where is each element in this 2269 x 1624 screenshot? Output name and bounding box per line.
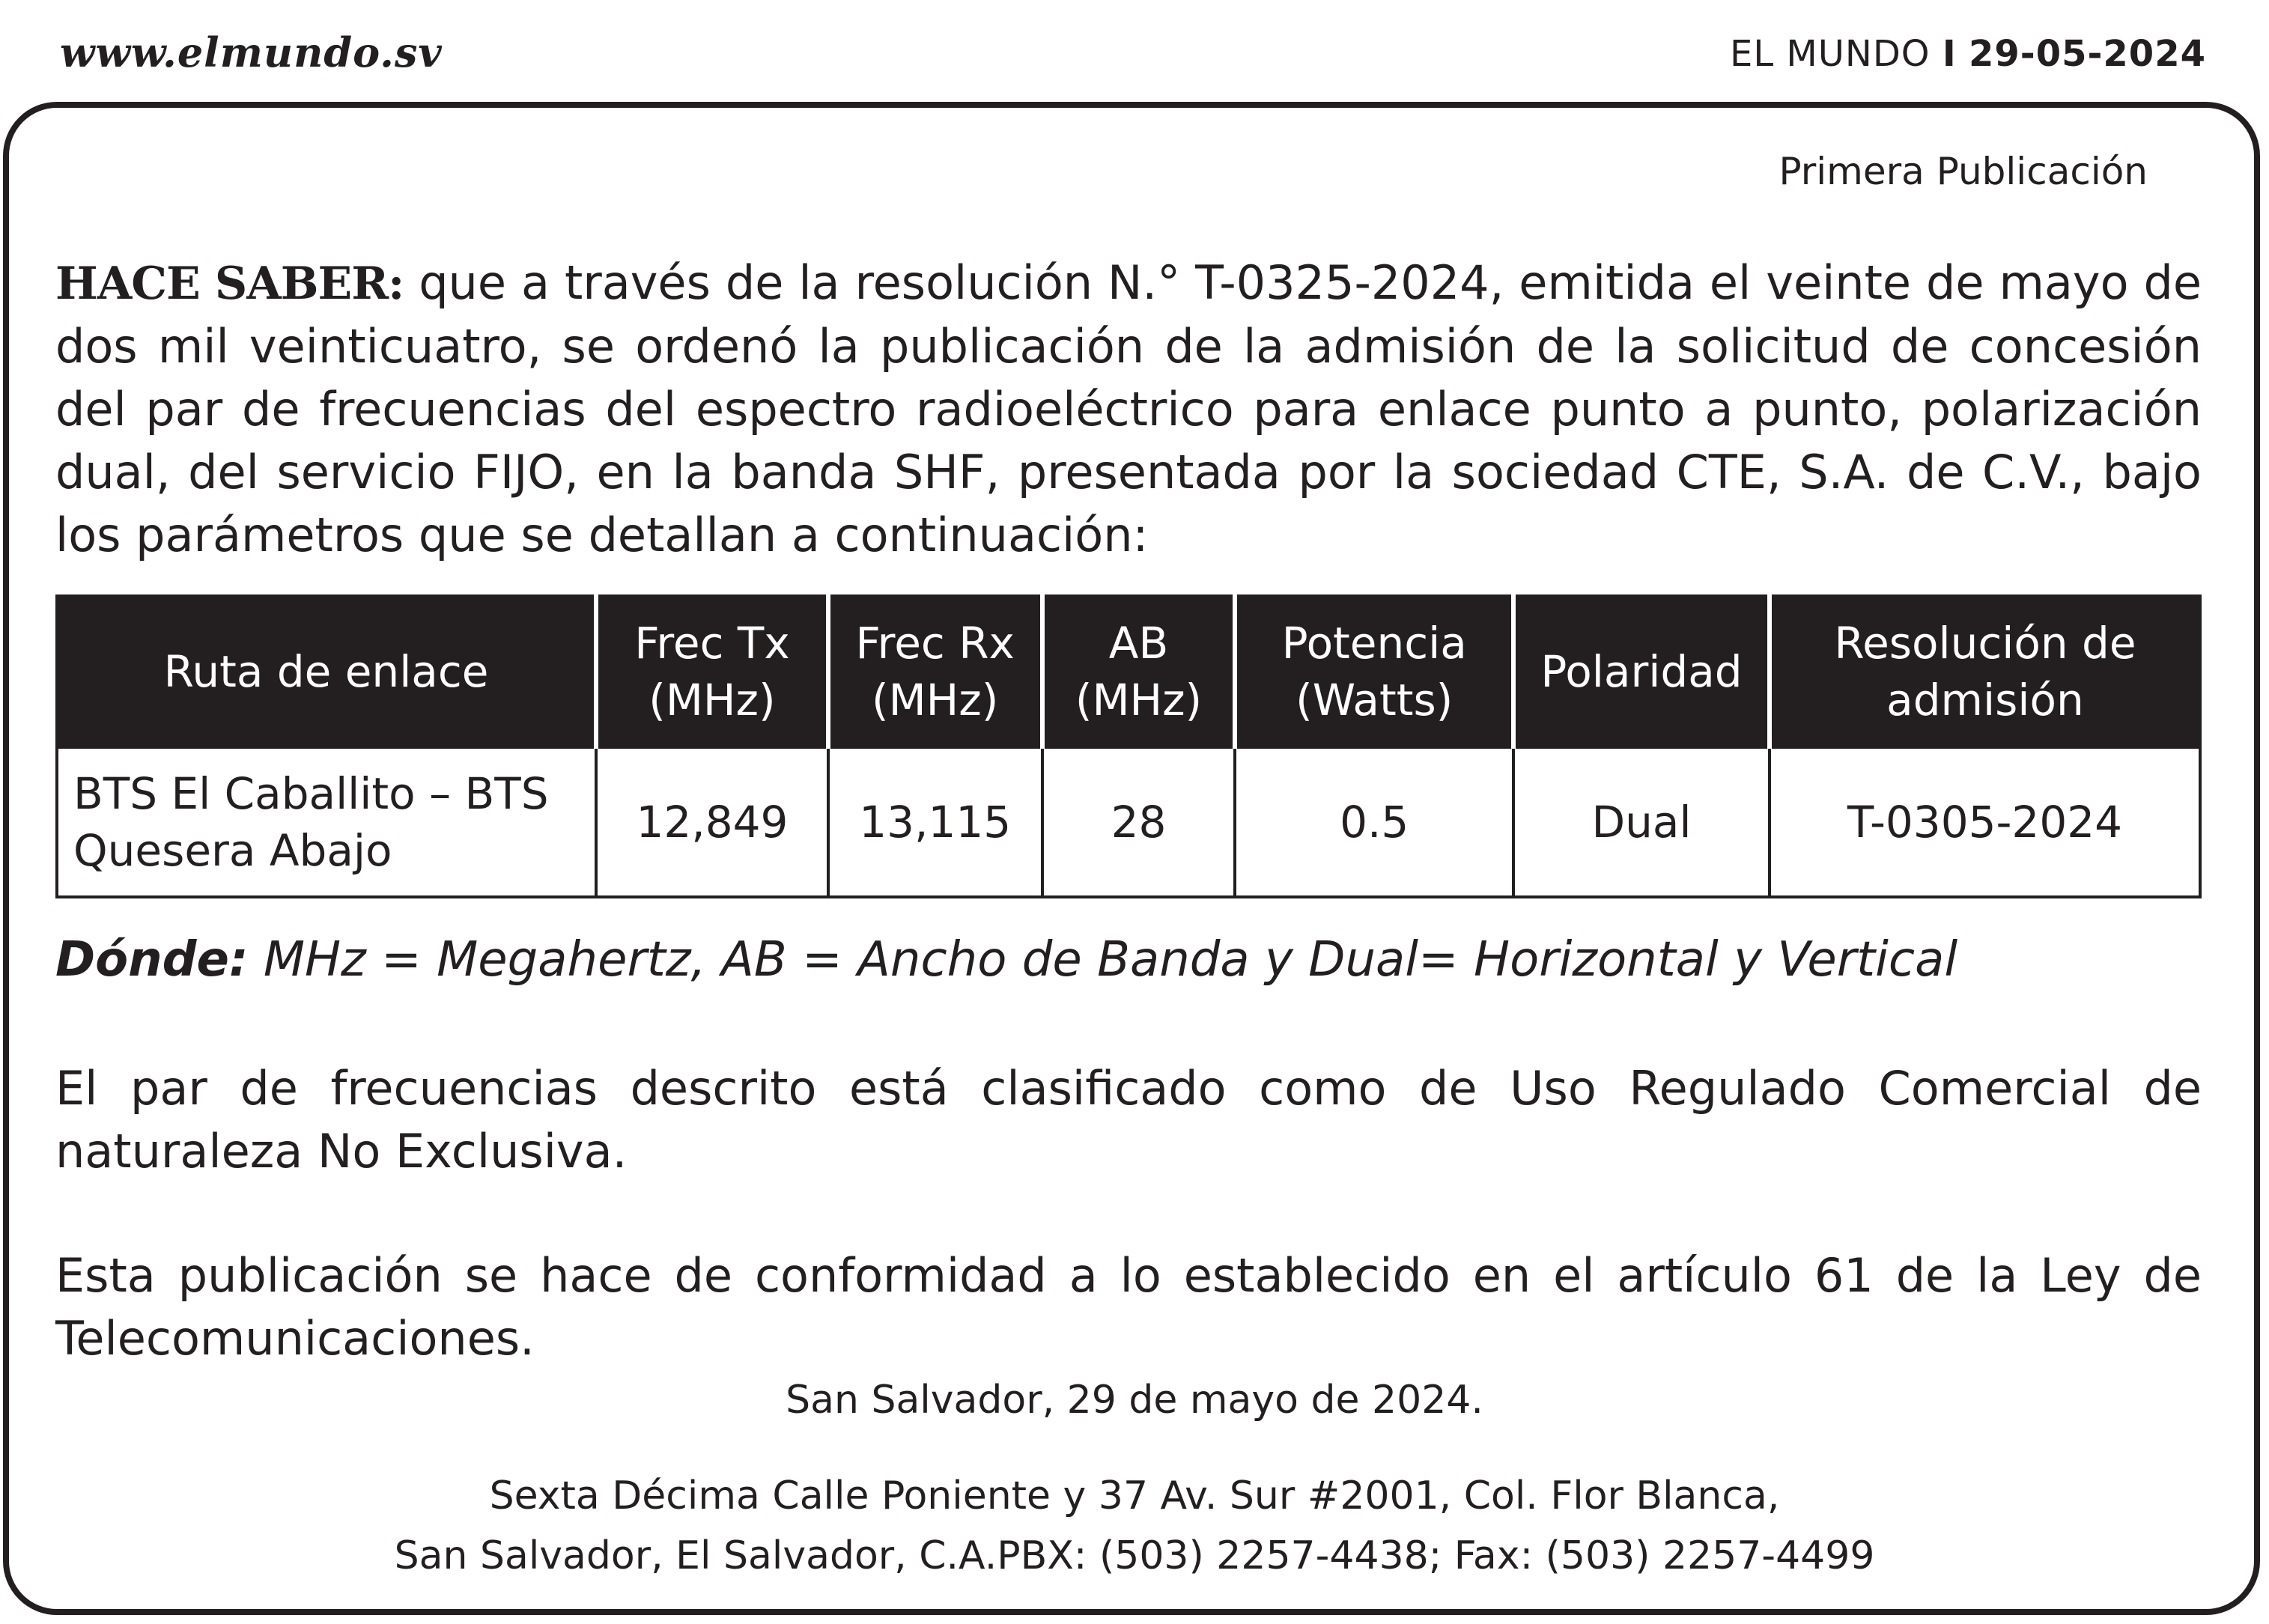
cell-power: 0.5 [1235,747,1513,897]
parameters-table [55,594,2202,898]
legend-label: Dónde: [55,932,249,988]
address-line-1: Sexta Décima Calle Poniente y 37 Av. Sur #2001, Col. Flor Blanca, [489,1474,1780,1518]
cell-resolution: T-0305-2024 [1770,747,2200,897]
city-date: San Salvador, 29 de mayo de 2024. [786,1378,1483,1423]
cell-tx: 12,849 [596,747,828,897]
header-resolution: Resolución de admisión [1770,596,2200,747]
publication-label: Primera Publicación [1779,150,2148,193]
cell-ab: 28 [1042,747,1236,897]
header-ab: AB (MHz) [1042,596,1236,747]
address-line-2: San Salvador, El Salvador, C.A.PBX: (503) 2257-4438; Fax: (503) 2257-4499 [394,1533,1875,1578]
classification-paragraph: El par de frecuencias descrito está clasificado como de Uso Regulado Comercial de naturaleza No Exclusiva. [55,1061,2202,1179]
cell-rx: 13,115 [828,747,1042,897]
paper-name: EL MUNDO [1730,33,1931,75]
cell-route: BTS El Caballito – BTS Quesera Abajo [57,747,596,897]
paper-header [1730,33,2206,75]
legend-text: MHz = Megahertz, AB = Ancho de Banda y Dual= Horizontal y Vertical [248,932,1958,988]
address-block [0,1466,2269,1586]
table-header-row [57,596,2200,747]
header-rx: Frec Rx (MHz) [828,596,1042,747]
header-power: Potencia (Watts) [1235,596,1513,747]
intro-text: que a través de la resolución N.° T-0325-2024, emitida el veinte de mayo de dos mil veinticuatro, se ordenó la publicación de la admisión de la solicitud de concesión del par de frecuencias del espectro radioeléctrico para enlace punto a punto, polarización dual, del servicio FIJO, en la banda SHF, presentada por la sociedad CTE, S.A. de C.V., bajo los parámetros que se detallan a continuación: [55,255,2202,562]
legend-line [55,928,1957,991]
site-url: www.elmundo.sv [60,28,443,76]
cell-polarity: Dual [1513,747,1770,897]
intro-paragraph [55,252,2202,567]
header-separator: I [1942,33,1957,75]
header-tx: Frec Tx (MHz) [596,596,828,747]
paper-date: 29-05-2024 [1968,33,2206,75]
table-row [57,747,2200,897]
header-polarity: Polaridad [1513,596,1770,747]
header-route: Ruta de enlace [57,596,596,747]
lead-text: HACE SABER: [55,258,404,310]
legal-basis-paragraph: Esta publicación se hace de conformidad a lo establecido en el artículo 61 de la Ley de Telecomunicaciones. [55,1248,2202,1366]
